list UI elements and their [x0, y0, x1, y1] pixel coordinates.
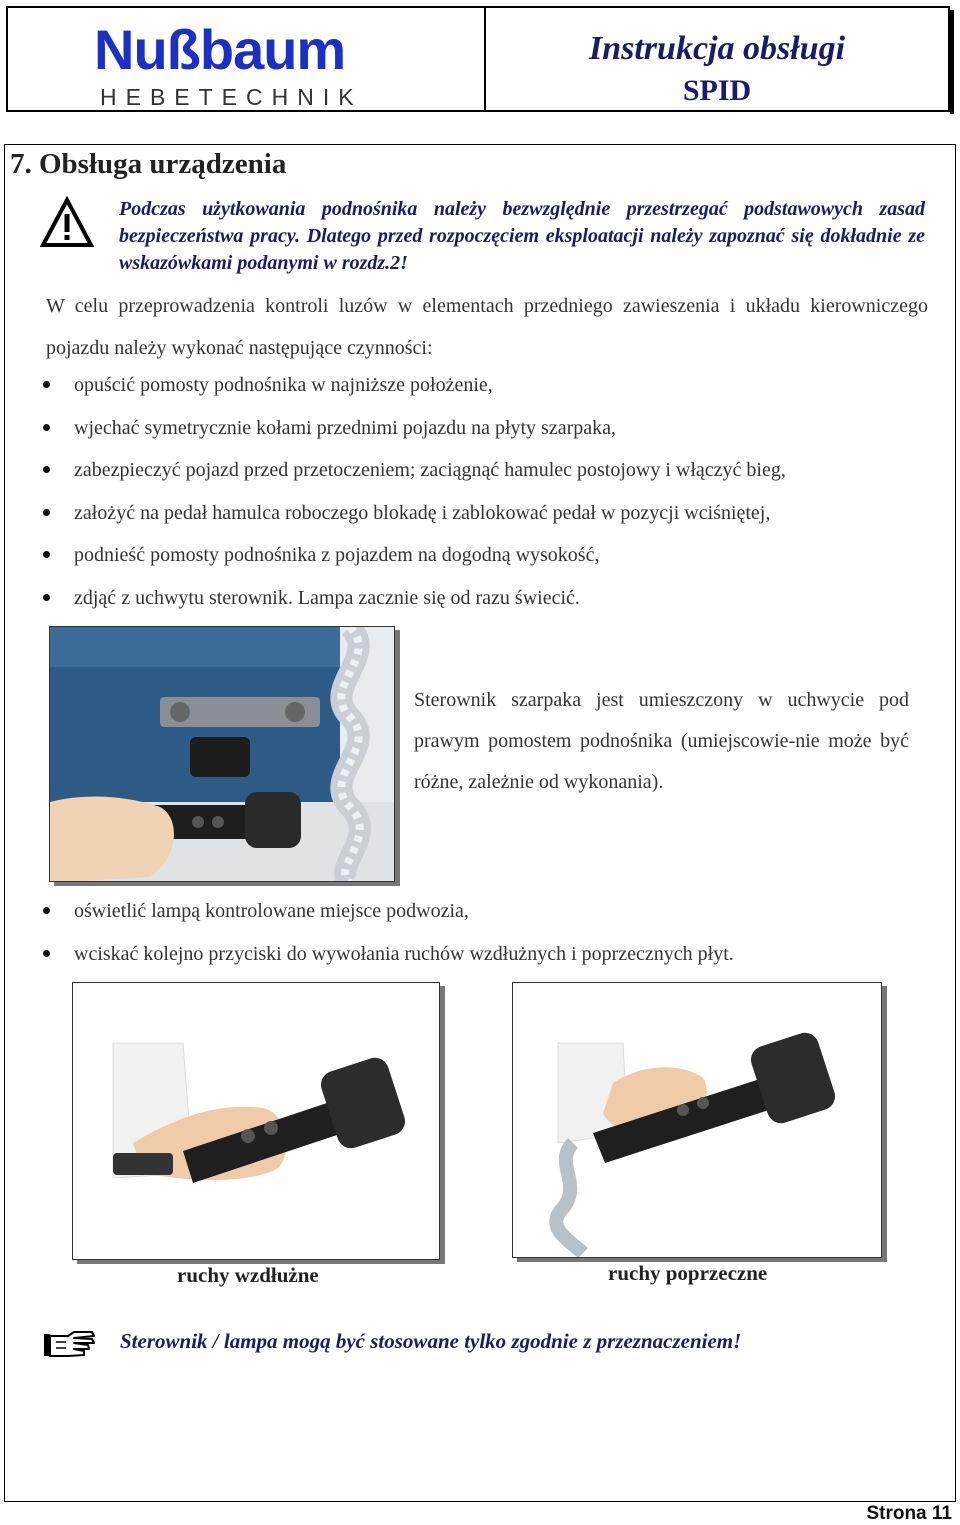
bullet-icon — [43, 509, 50, 516]
list-item: podnieść pomosty podnośnika z pojazdem na dogodną wysokość, — [40, 534, 786, 577]
intro-paragraph: W celu przeprowadzenia kontroli luzów w elementach przedniego zawieszenia i układu kierowniczego pojazdu należy wykonać następujące czynności: — [46, 295, 928, 359]
bullet-icon — [43, 551, 50, 558]
bullet-icon — [43, 594, 50, 601]
steps-list-b — [40, 890, 734, 975]
usage-note-text: Sterownik / lampa mogą być stosowane tylko zgodnie z przeznaczeniem! — [120, 1329, 742, 1353]
logo-subtitle: HEBETECHNIK — [100, 84, 363, 110]
page-header — [6, 6, 950, 112]
list-item: założyć na pedał hamulca roboczego blokadę i zablokować pedał w pozycji wciśniętej, — [40, 492, 786, 535]
caption-longitudinal: ruchy wzdłużne — [177, 1263, 319, 1287]
controller-holder-photo — [49, 626, 395, 882]
pointing-hand-icon — [44, 1330, 96, 1360]
safety-warning-text: Podczas użytkowania podnośnika należy bezwzględnie przestrzegać podstawowych zasad bezpieczeństwa pracy. Dlatego przed rozpoczęciem eksploatacji należy zapoznać się dokładnie ze wskazówkami podanymi w rozdz.2! — [119, 198, 925, 274]
page-number: Strona 11 — [866, 1503, 952, 1524]
list-item: wjechać symetrycznie kołami przednimi pojazdu na płyty szarpaka, — [40, 407, 786, 450]
controller-holder-illustration — [50, 627, 395, 882]
section-title: 7. Obsługa urządzenia — [10, 148, 287, 180]
list-item: zdjąć z uchwytu sterownik. Lampa zacznie się od razu świecić. — [40, 577, 786, 620]
document-title: Instrukcja obsługi — [588, 30, 846, 67]
transverse-illustration — [513, 983, 882, 1258]
caption-transverse: ruchy poprzeczne — [608, 1261, 768, 1285]
list-item: oświetlić lampą kontrolowane miejsce podwozia, — [40, 890, 734, 933]
logo-brand: Nußbaum — [94, 18, 346, 81]
bullet-icon — [43, 907, 50, 914]
document-subtitle: SPID — [682, 74, 752, 107]
title-cell — [486, 8, 948, 110]
bullet-icon — [43, 950, 50, 957]
longitudinal-illustration — [73, 983, 440, 1260]
steps-list-a — [40, 364, 786, 619]
list-item: opuścić pomosty podnośnika w najniższe położenie, — [40, 364, 786, 407]
bullet-icon — [43, 381, 50, 388]
bullet-icon — [43, 424, 50, 431]
list-item: zabezpieczyć pojazd przed przetoczeniem; zaciągnąć hamulec postojowy i włączyć bieg, — [40, 449, 786, 492]
bullet-icon — [43, 466, 50, 473]
longitudinal-movement-photo — [72, 982, 440, 1260]
logo-cell — [8, 8, 486, 110]
warning-triangle-icon — [40, 196, 94, 250]
list-item: wciskać kolejno przyciski do wywołania ruchów wzdłużnych i poprzecznych płyt. — [40, 933, 734, 976]
transverse-movement-photo — [512, 982, 882, 1258]
controller-location-text: Sterownik szarpaka jest umieszczony w uchwycie pod prawym pomostem podnośnika (umiejscowie-nie może być różne, zależnie od wykonania). — [414, 689, 909, 793]
header-shadow — [950, 10, 954, 114]
